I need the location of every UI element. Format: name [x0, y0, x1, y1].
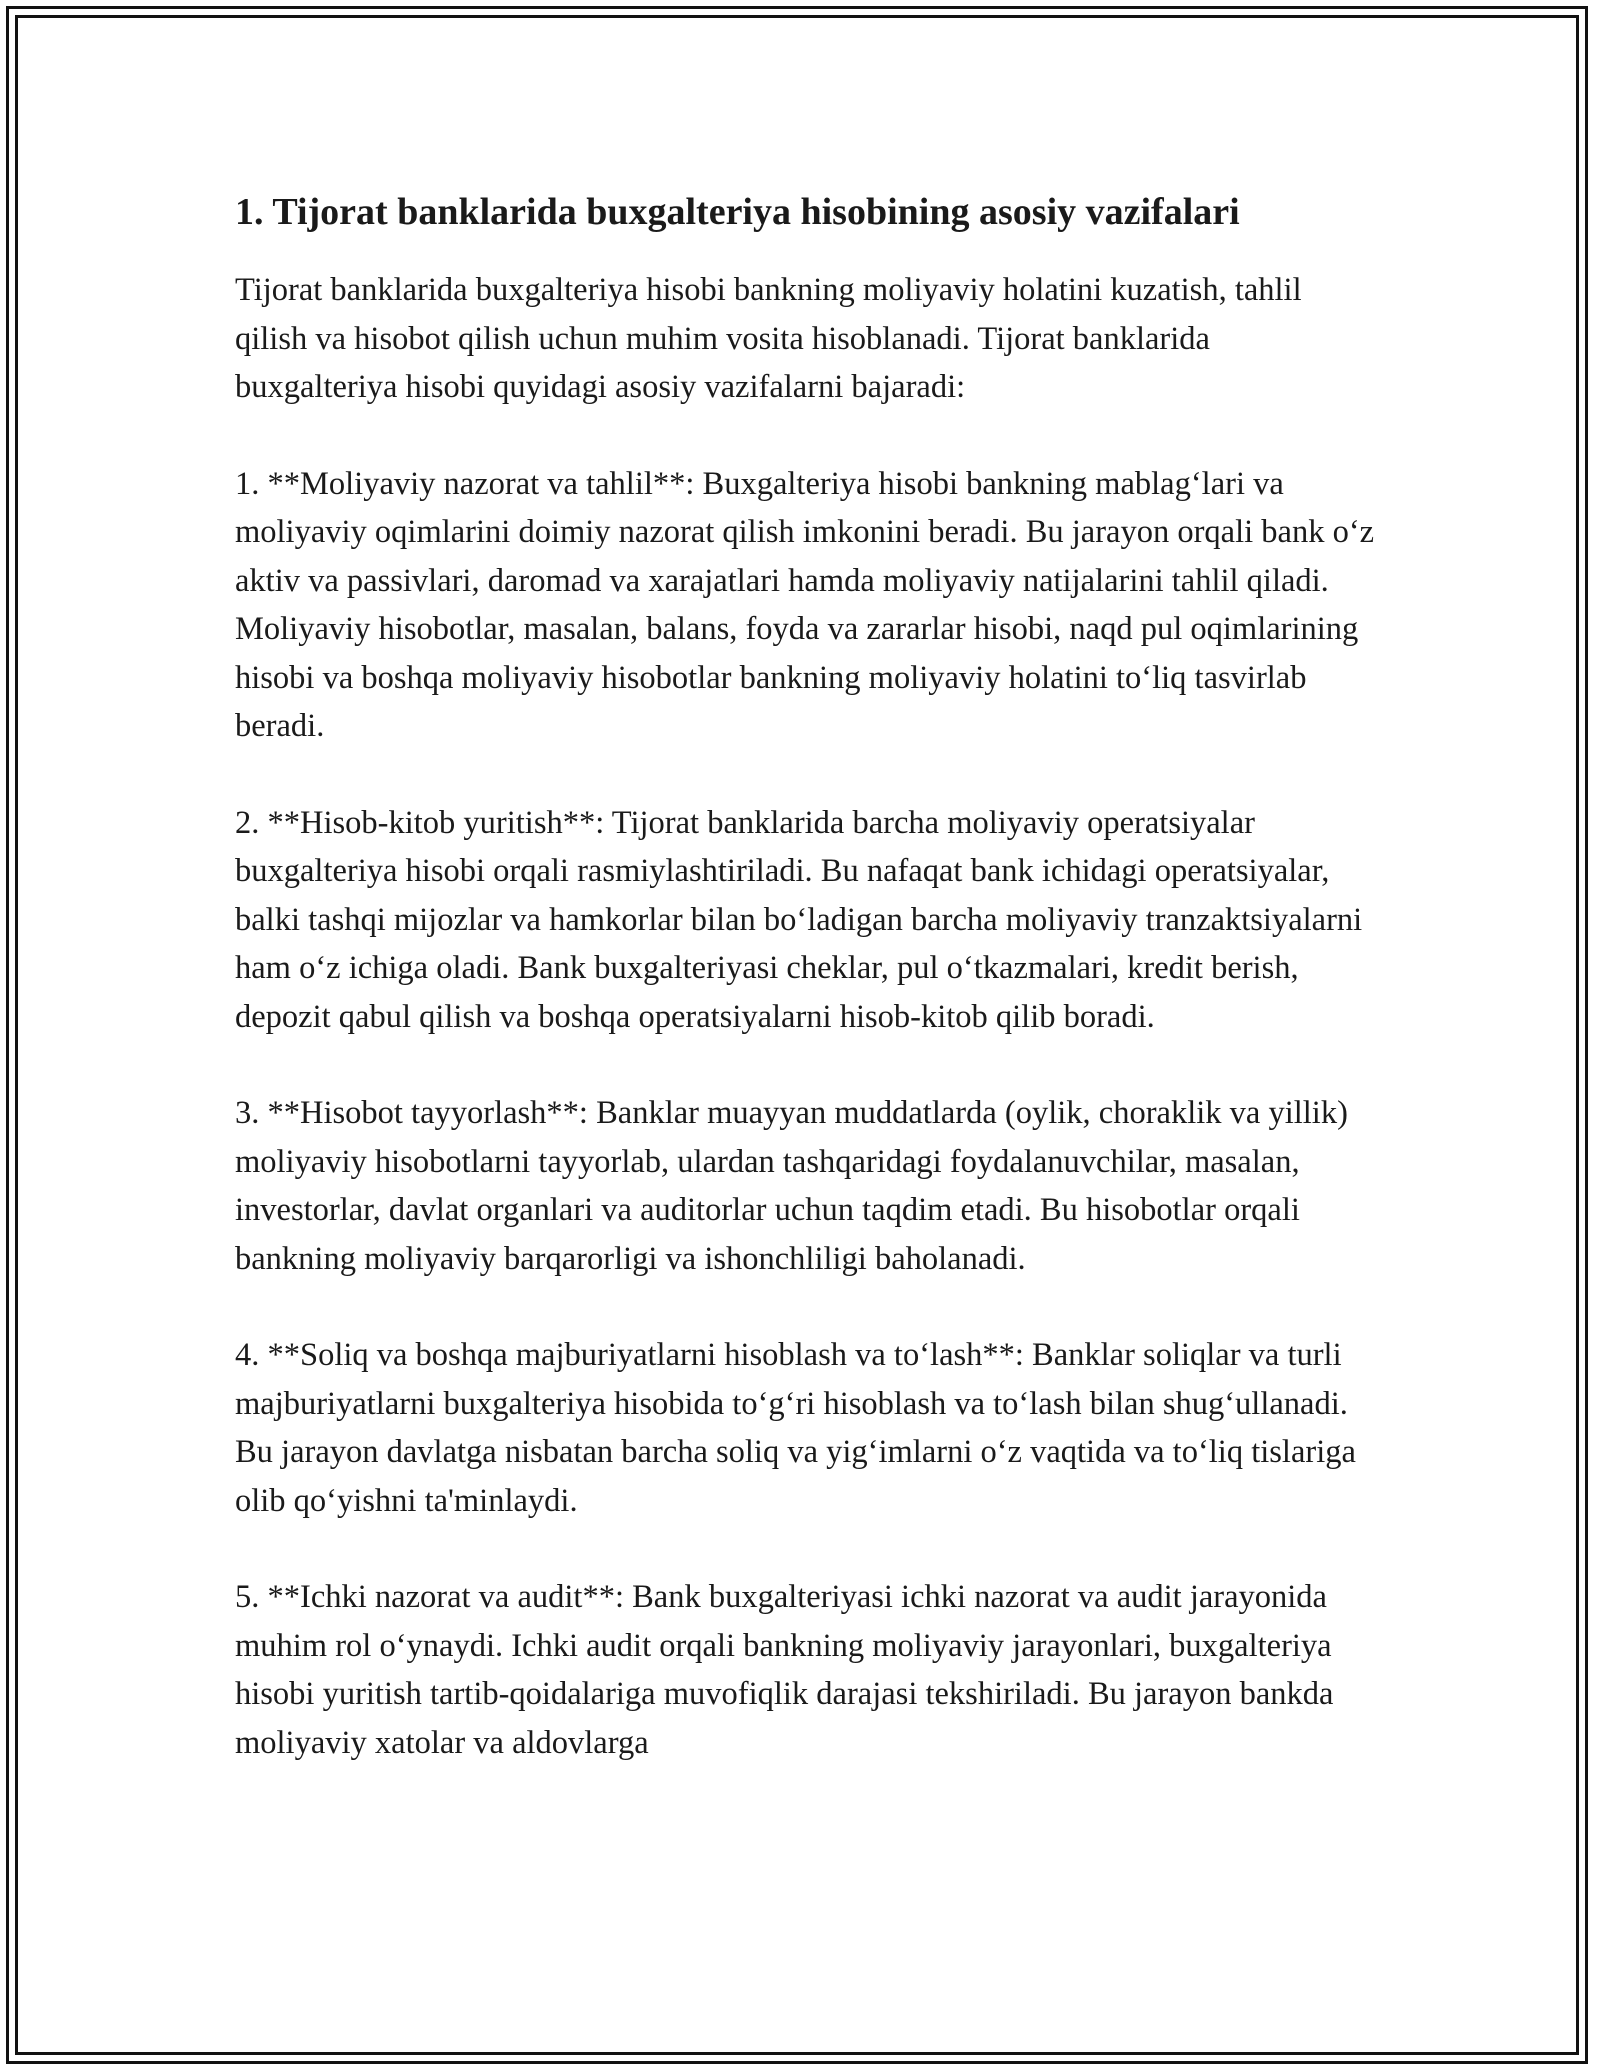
- section-heading: 1. Tijorat banklarida buxgalteriya hisobining asosiy vazifalari: [235, 191, 1240, 233]
- paragraph-accounting: 2. **Hisob-kitob yuritish**: Tijorat banklarida barcha moliyaviy operatsiyalar buxgalteriya hisobi orqali rasmiylashtiriladi. Bu nafaqat bank ichidagi operatsiyalar, balki tashqi mijozlar va hamkorlar bilan bo‘ladigan barcha moliyaviy tranzaktsiyalarni ham o‘z ichiga oladi. Bank buxgalteriyasi cheklar, pul o‘tkazmalari, kredit berish, depozit qabul qilish va boshqa operatsiyalarni hisob-kitob qilib boradi.: [235, 804, 1363, 1035]
- paragraph-internal-audit: 5. **Ichki nazorat va audit**: Bank buxgalteriyasi ichki nazorat va audit jarayonida muhim rol o‘ynaydi. Ichki audit orqali bankning moliyaviy jarayonlari, buxgalteriya hisobi yuritish tartib-qoidalariga muvofiqlik darajasi tekshiriladi. Bu jarayon bankda moliyaviy xatolar va aldovlarga: [235, 1579, 1334, 1761]
- paragraph-reporting: 3. **Hisobot tayyorlash**: Banklar muayyan muddatlarda (oylik, choraklik va yillik) moliyaviy hisobotlarni tayyorlab, ulardan tashqaridagi foydalanuvchilar, masalan, investorlar, davlat organlari va auditorlar uchun taqdim etadi. Bu hisobotlar orqali bankning moliyaviy barqarorligi va ishonchliligi baholanadi.: [235, 1095, 1348, 1277]
- intro-paragraph: Tijorat banklarida buxgalteriya hisobi bankning moliyaviy holatini kuzatish, tahlil qilish va hisobot qilish uchun muhim vosita hisoblanadi. Tijorat banklarida buxgalteriya hisobi quyidagi asosiy vazifalarni bajaradi:: [235, 272, 1302, 405]
- paragraph-taxes: 4. **Soliq va boshqa majburiyatlarni hisoblash va to‘lash**: Banklar soliqlar va turli majburiyatlarni buxgalteriya hisobida to‘g‘ri hisoblash va to‘lash bilan shug‘ullanadi. Bu jarayon davlatga nisbatan barcha soliq va yig‘imlarni o‘z vaqtida va to‘liq tislariga olib qo‘yishni ta'minlaydi.: [235, 1337, 1356, 1519]
- paragraph-financial-control: 1. **Moliyaviy nazorat va tahlil**: Buxgalteriya hisobi bankning mablag‘lari va moliyaviy oqimlarini doimiy nazorat qilish imkonini beradi. Bu jarayon orqali bank o‘z aktiv va passivlari, daromad va xarajatlari hamda moliyaviy natijalarini tahlil qiladi. Moliyaviy hisobotlar, masalan, balans, foyda va zararlar hisobi, naqd pul oqimlarining hisobi va boshqa moliyaviy hisobotlar bankning moliyaviy holatini to‘liq tasvirlab beradi.: [235, 465, 1375, 744]
- document-body: [235, 186, 1375, 1767]
